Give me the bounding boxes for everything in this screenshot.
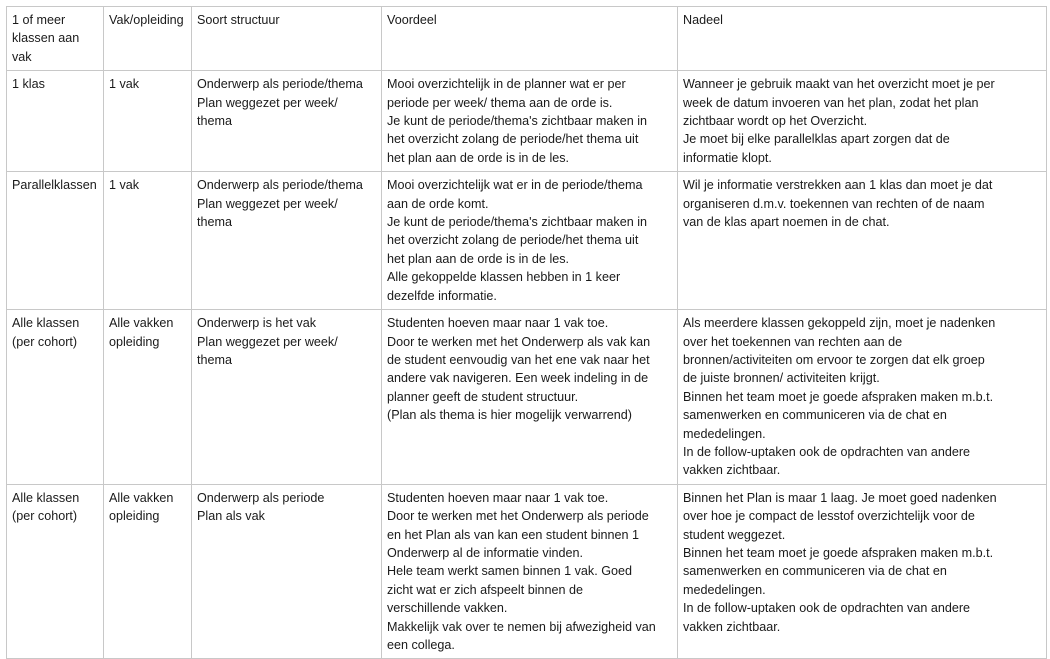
cell-line: bronnen/activiteiten om ervoor te zorgen dat elk groep (683, 352, 985, 367)
comparison-table (6, 6, 1047, 659)
cell-disadvantage (678, 484, 1047, 659)
cell-line: andere vak navigeren. Een week indeling in de (387, 371, 649, 386)
cell-line: Plan als vak (197, 509, 265, 524)
cell-line: het plan aan de orde is in de les. (387, 150, 570, 165)
cell-line: Binnen het Plan is maar 1 laag. Je moet goed nadenken (683, 490, 997, 505)
cell-line: en het Plan als van kan een student binnen 1 (387, 527, 640, 542)
cell-line: (per cohort) (12, 509, 78, 524)
cell-classes (7, 484, 104, 659)
cell-line: Plan weggezet per week/ (197, 334, 338, 349)
header-subject (104, 7, 192, 71)
cell-line: informatie klopt. (683, 150, 772, 165)
cell-line: Door te werken met het Onderwerp als vak kan (387, 334, 651, 349)
cell-line: In de follow-uptaken ook de opdrachten van andere (683, 444, 971, 459)
cell-disadvantage (678, 71, 1047, 172)
cell-line: Onderwerp als periode/thema (197, 178, 363, 193)
cell-line: opleiding (109, 334, 160, 349)
cell-line: Studenten hoeven maar naar 1 vak toe. (387, 316, 609, 331)
cell-line: planner geeft de student structuur. (387, 389, 579, 404)
cell-line: student weggezet. (683, 527, 786, 542)
cell-line: Binnen het team moet je goede afspraken maken m.b.t. (683, 389, 994, 404)
cell-line: over het toekennen van rechten aan de (683, 334, 903, 349)
cell-line: de student eenvoudig van het ene vak naar het (387, 352, 650, 367)
cell-line: Je kunt de periode/thema's zichtbaar maken in (387, 114, 648, 129)
cell-line: organiseren d.m.v. toekennen van rechten of de naam (683, 196, 985, 211)
cell-line: een collega. (387, 638, 455, 652)
cell-advantage (382, 484, 678, 659)
cell-advantage (382, 71, 678, 172)
cell-line: (Plan als thema is hier mogelijk verwarrend) (387, 408, 632, 423)
header-line: 1 of meer (12, 13, 66, 27)
cell-line: Je kunt de periode/thema's zichtbaar maken in (387, 215, 648, 230)
cell-line: Onderwerp als periode (197, 490, 325, 505)
cell-line: samenwerken en communiceren via de chat en (683, 564, 947, 579)
cell-subject (104, 172, 192, 310)
cell-structure (192, 484, 382, 659)
cell-line: het overzicht zolang de periode/het thema uit (387, 132, 639, 147)
header-line: Nadeel (683, 13, 723, 27)
cell-line: Wanneer je gebruik maakt van het overzicht moet je per (683, 77, 995, 92)
table-row (7, 484, 1047, 659)
cell-line: Plan weggezet per week/ (197, 95, 338, 110)
cell-subject (104, 484, 192, 659)
cell-subject (104, 310, 192, 485)
cell-line: Makkelijk vak over te nemen bij afwezigheid van (387, 619, 656, 634)
cell-line: vakken zichtbaar. (683, 619, 781, 634)
cell-line: Alle vakken (109, 490, 174, 505)
table-row (7, 310, 1047, 485)
cell-line: Plan weggezet per week/ (197, 196, 338, 211)
cell-line: In de follow-uptaken ook de opdrachten van andere (683, 601, 971, 616)
cell-line: het plan aan de orde is in de les. (387, 251, 570, 266)
cell-line: van de klas apart noemen in de chat. (683, 215, 890, 230)
cell-line: thema (197, 352, 233, 367)
cell-disadvantage (678, 310, 1047, 485)
cell-structure (192, 172, 382, 310)
cell-classes (7, 172, 104, 310)
cell-line: Mooi overzichtelijk in de planner wat er per (387, 77, 626, 92)
cell-line: Binnen het team moet je goede afspraken maken m.b.t. (683, 545, 994, 560)
cell-line: Parallelklassen (12, 178, 97, 193)
cell-line: Onderwerp is het vak (197, 316, 316, 331)
cell-line: Alle gekoppelde klassen hebben in 1 keer (387, 270, 621, 285)
cell-line: Onderwerp al de informatie vinden. (387, 545, 584, 560)
header-line: klassen aan vak (12, 31, 80, 64)
cell-line: aan de orde komt. (387, 196, 489, 211)
cell-line: Alle klassen (12, 490, 80, 505)
cell-classes (7, 310, 104, 485)
cell-line: vakken zichtbaar. (683, 463, 781, 478)
cell-line: 1 klas (12, 77, 45, 92)
cell-line: Als meerdere klassen gekoppeld zijn, moet je nadenken (683, 316, 996, 331)
cell-line: de juiste bronnen/ activiteiten krijgt. (683, 371, 880, 386)
cell-line: Alle vakken (109, 316, 174, 331)
cell-line: thema (197, 215, 233, 230)
cell-line: Wil je informatie verstrekken aan 1 klas dan moet je dat (683, 178, 993, 193)
cell-disadvantage (678, 172, 1047, 310)
cell-line: Je moet bij elke parallelklas apart zorgen dat de (683, 132, 950, 147)
cell-line: mededelingen. (683, 582, 766, 597)
cell-subject (104, 71, 192, 172)
cell-line: dezelfde informatie. (387, 288, 497, 303)
cell-line: 1 vak (109, 178, 140, 193)
cell-line: over hoe je compact de lesstof overzichtelijk voor de (683, 509, 975, 524)
cell-line: mededelingen. (683, 426, 766, 441)
cell-line: verschillende vakken. (387, 601, 508, 616)
cell-line: zichtbaar wordt op het Overzicht. (683, 114, 868, 129)
cell-line: zicht wat er zich afspeelt binnen de (387, 582, 584, 597)
header-line: Soort structuur (197, 13, 280, 27)
cell-line: opleiding (109, 509, 160, 524)
cell-line: Studenten hoeven maar naar 1 vak toe. (387, 490, 609, 505)
cell-line: het overzicht zolang de periode/het thema uit (387, 233, 639, 248)
cell-line: Mooi overzichtelijk wat er in de periode/thema (387, 178, 643, 193)
cell-line: samenwerken en communiceren via de chat en (683, 408, 947, 423)
cell-line: (per cohort) (12, 334, 78, 349)
header-advantage (382, 7, 678, 71)
header-classes (7, 7, 104, 71)
cell-advantage (382, 310, 678, 485)
cell-line: Onderwerp als periode/thema (197, 77, 363, 92)
header-row (7, 7, 1047, 71)
header-line: Vak/opleiding (109, 13, 184, 27)
table-row (7, 172, 1047, 310)
cell-structure (192, 310, 382, 485)
header-line: Voordeel (387, 13, 437, 27)
cell-line: Hele team werkt samen binnen 1 vak. Goed (387, 564, 633, 579)
cell-line: 1 vak (109, 77, 140, 92)
table-row (7, 71, 1047, 172)
header-disadvantage (678, 7, 1047, 71)
cell-line: thema (197, 114, 233, 129)
cell-structure (192, 71, 382, 172)
header-structure (192, 7, 382, 71)
cell-advantage (382, 172, 678, 310)
cell-line: week de datum invoeren van het plan, zodat het plan (683, 95, 979, 110)
cell-line: periode per week/ thema aan de orde is. (387, 95, 613, 110)
cell-line: Door te werken met het Onderwerp als periode (387, 509, 649, 524)
cell-line: Alle klassen (12, 316, 80, 331)
cell-classes (7, 71, 104, 172)
